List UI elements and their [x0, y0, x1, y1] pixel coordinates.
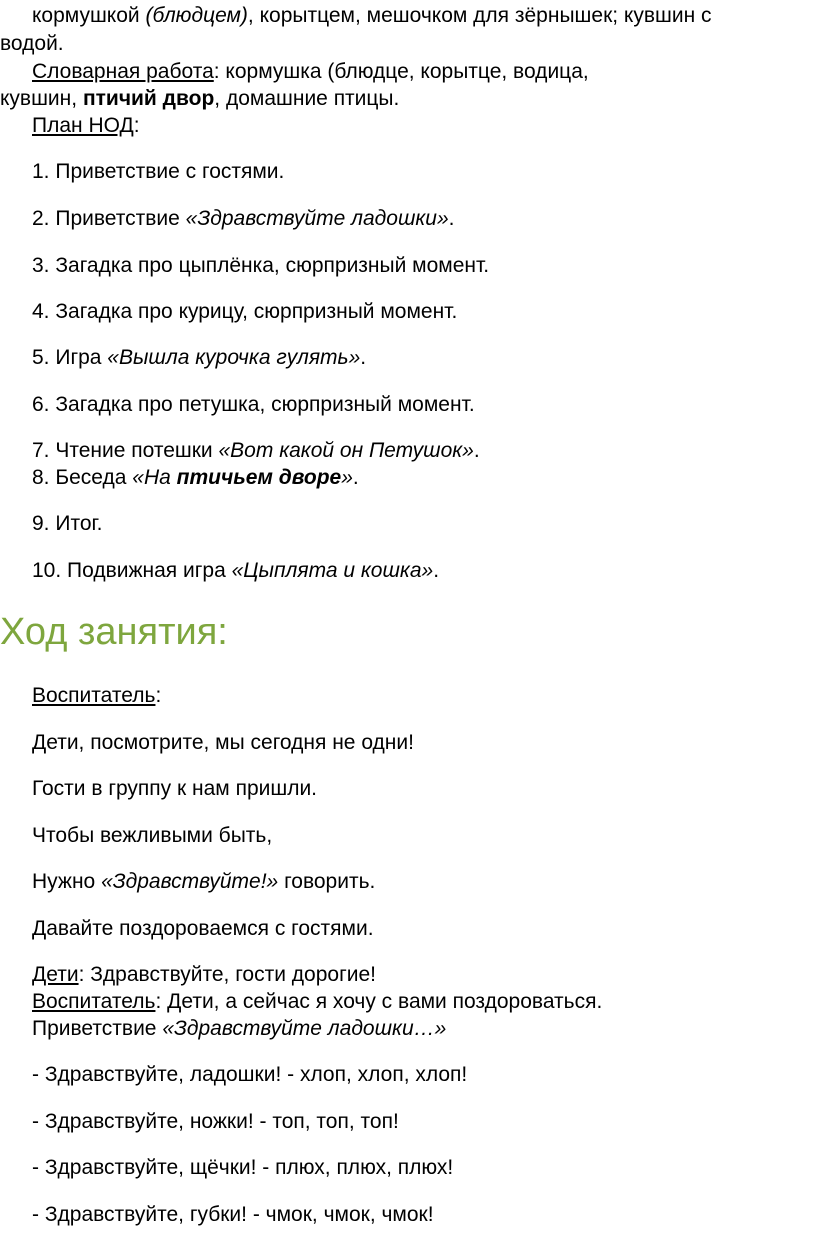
plan-item-9: 9. Итог. — [32, 512, 103, 535]
rhyme-line-2: - Здравствуйте, ножки! - топ, топ, топ! — [32, 1110, 399, 1133]
plan-item-8: 8. Беседа «На птичьем дворе». — [32, 466, 359, 489]
intro-line-2: водой. — [0, 32, 64, 55]
plan-item-7: 7. Чтение потешки «Вот какой он Петушок». — [32, 439, 480, 462]
teacher-line-2: Воспитатель: Дети, а сейчас я хочу с вами поздороваться. — [32, 990, 603, 1013]
lesson-line-3: Чтобы вежливыми быть, — [32, 824, 273, 847]
intro-line-1: кормушкой (блюдцем), корытцем, мешочком для зёрнышек; кувшин с — [32, 4, 712, 27]
plan-item-1: 1. Приветствие с гостями. — [32, 160, 285, 183]
section-heading: Ход занятия: — [0, 611, 228, 653]
vocabulary-line-2: кувшин, птичий двор, домашние птицы. — [0, 87, 400, 110]
rhyme-line-3: - Здравствуйте, щёчки! - плюх, плюх, плюх! — [32, 1156, 454, 1179]
vocabulary-label: Словарная работа — [32, 60, 214, 83]
rhyme-line-4: - Здравствуйте, губки! - чмок, чмок, чмок! — [32, 1203, 434, 1226]
plan-label-line: План НОД: — [32, 114, 140, 137]
teacher-label-2: Воспитатель — [32, 990, 156, 1013]
greeting-title-line: Приветствие «Здравствуйте ладошки…» — [32, 1017, 447, 1040]
lesson-line-4: Нужно «Здравствуйте!» говорить. — [32, 870, 376, 893]
plan-item-5: 5. Игра «Вышла курочка гулять». — [32, 346, 367, 369]
teacher-label-line: Воспитатель: — [32, 684, 162, 707]
plan-item-4: 4. Загадка про курицу, сюрпризный момент. — [32, 300, 458, 323]
lesson-line-1: Дети, посмотрите, мы сегодня не одни! — [32, 731, 414, 754]
rhyme-line-1: - Здравствуйте, ладошки! - хлоп, хлоп, хлоп! — [32, 1063, 468, 1086]
plan-item-2: 2. Приветствие «Здравствуйте ладошки». — [32, 207, 455, 230]
vocabulary-line-1: Словарная работа: кормушка (блюдце, корытце, водица, — [32, 60, 589, 83]
plan-item-6: 6. Загадка про петушка, сюрпризный момент. — [32, 393, 475, 416]
teacher-label: Воспитатель — [32, 684, 156, 707]
children-line: Дети: Здравствуйте, гости дорогие! — [32, 963, 376, 986]
plan-item-10: 10. Подвижная игра «Цыплята и кошка». — [32, 559, 440, 582]
lesson-line-2: Гости в группу к нам пришли. — [32, 777, 318, 800]
lesson-line-5: Давайте поздороваемся с гостями. — [32, 917, 374, 940]
children-label: Дети — [32, 963, 79, 986]
plan-label: План НОД — [32, 114, 134, 137]
plan-item-3: 3. Загадка про цыплёнка, сюрпризный момент. — [32, 254, 490, 277]
